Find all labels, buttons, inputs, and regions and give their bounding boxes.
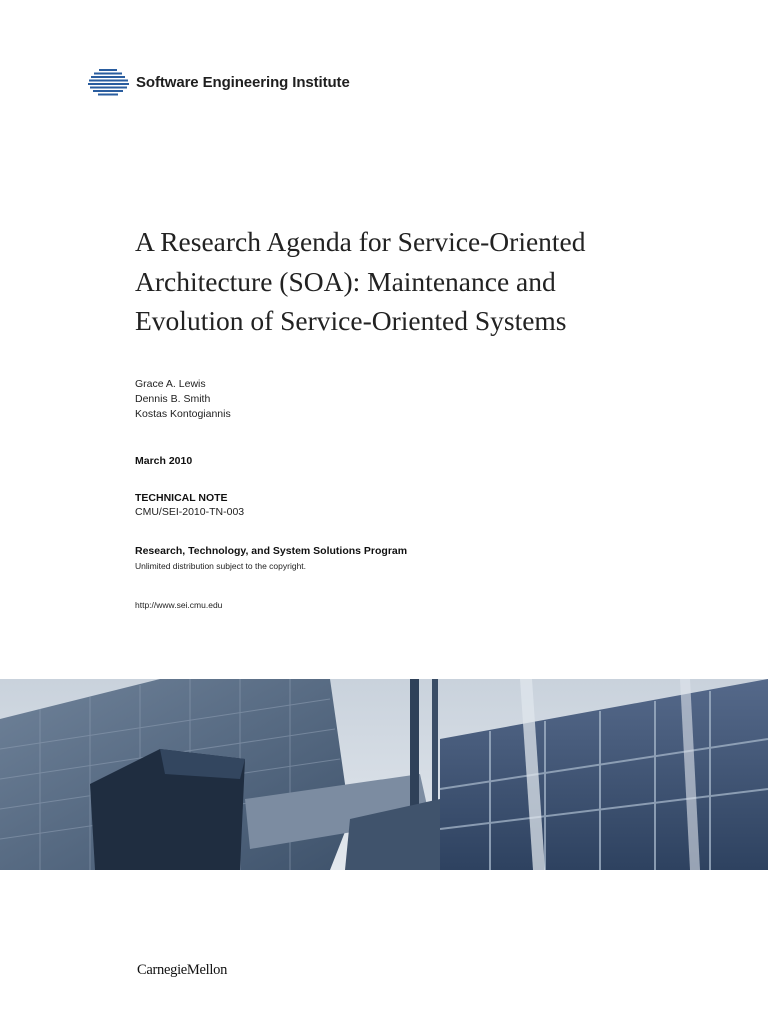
report-title (135, 222, 695, 341)
author-name: Grace A. Lewis (135, 378, 206, 390)
sei-striped-globe-icon (88, 68, 130, 96)
distribution-notice: Unlimited distribution subject to the copyright. (135, 561, 307, 571)
building-photo (0, 679, 768, 870)
report-type: TECHNICAL NOTE (135, 492, 228, 504)
publication-date: March 2010 (135, 455, 193, 467)
title-line: Architecture (SOA): Maintenance and (135, 265, 556, 297)
building-illustration (0, 679, 768, 870)
website-url: http://www.sei.cmu.edu (135, 600, 223, 610)
carnegie-mellon-wordmark: CarnegieMellon (137, 962, 228, 978)
report-id: CMU/SEI-2010-TN-003 (135, 506, 245, 518)
author-list (135, 377, 231, 422)
title-line: Evolution of Service-Oriented Systems (135, 305, 567, 336)
title-line: A Research Agenda for Service-Oriented (135, 226, 586, 257)
author-name: Dennis B. Smith (135, 393, 211, 405)
sei-logo (88, 68, 350, 96)
org-name: Software Engineering Institute (136, 73, 350, 91)
author-name: Kostas Kontogiannis (135, 408, 231, 420)
program-name: Research, Technology, and System Solutions Program (135, 545, 408, 557)
